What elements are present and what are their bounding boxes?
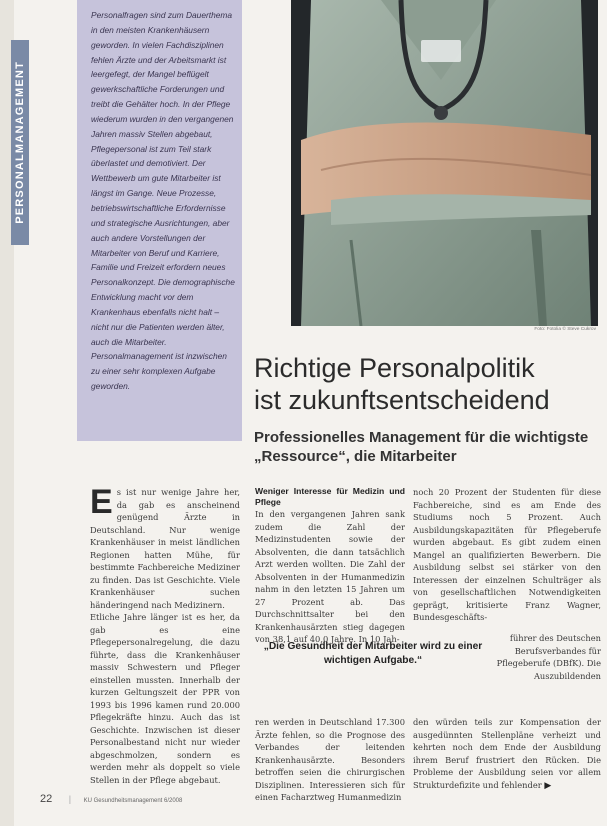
drop-cap: E — [90, 483, 113, 521]
article-photo — [291, 0, 598, 326]
footer-separator: | — [68, 794, 72, 804]
column-1-paragraph-2: Etliche Jahre länger ist es her, da gab es eine Pflegepersonalregelung, die dazu führte, dass die Krankenhäuser massiv Schwestern und Pfleger einstellen mussten. Innerhalb der kurzen Geltungszeit der PPR von 1993 bis 1996 kamen rund 20.000 Pflegekräfte hinzu. Auch das ist Geschichte. Inzwischen ist dieser Personalbestand nicht nur wieder abgeschmolzen, sondern es werden mehr als doppelt so viele Stellen in der Pflege abgebaut. — [90, 612, 240, 785]
column-2-continued: ren werden in Deutschland 17.300 Ärzte fehlen, so die Prognose des Verbandes der leitenden Krankenhausärzte. Besonders betroffen seien die chirurgischen Disziplinen. Interessieren sich für einen Facharztweg Humanmedizin — [255, 717, 405, 802]
article-subhead: Professionelles Management für die wichtigste „Ressource“, die Mitarbeiter — [254, 429, 589, 465]
body-column-3 — [413, 486, 601, 624]
body-column-1 — [90, 483, 240, 786]
column-2-heading: Weniger Interesse für Medizin und Pflege — [255, 486, 405, 507]
publication-name: KU Gesundheitsmanagement 6/2008 — [83, 798, 183, 804]
section-label: PERSONALMANAGEMENT — [14, 61, 26, 224]
column-1-text: s ist nur wenige Jahre her, da gab es anscheinend genügend Ärzte in Deutschland. Nur wenige Krankenhäuser in meist ländlichen Regionen hatten Mühe, für bestimmte Fachbereiche Mediziner zu finden. Das ist Geschichte. Viele Krankenhäuser suchen händeringend nach Medizinern. — [90, 487, 240, 610]
column-3-bottom-text: den würden teils zur Kompensation der ausgedünnten Stellenpläne verheizt und kehrten noch dem Ende der Ausbildung ihrem Beruf frustriert den Rücken. Die Probleme der Ausbildung seien vor allem Strukturdefizite und fehlender — [413, 717, 601, 790]
headline-line-2: ist zukunftsentscheidend — [254, 385, 550, 415]
intro-sidebar-text: Personalfragen sind zum Dauerthema in den meisten Krankenhäusern geworden. In vielen Fachdisziplinen fehlen Ärzte und der Arbeitsmarkt ist leergefegt, der Mangel beflügelt gewerkschaftliche Forderungen und treibt die Gehälter hoch. In der Pflege wiederum wurden in den vergangenen Jahren massiv Stellen abgebaut, Pflegepersonal ist zum Teil stark überlastet und demotiviert. Der Wettbewerb um gute Mitarbeiter ist längst im Gange. Neue Prozesse, betriebswirtschaftliche Erfordernisse und strategische Ausrichtungen, aber auch andere Vorstellungen der Mitarbeiter von Beruf und Karriere, Familie und Freizeit erfordern neues Personalkonzept. Die demographische Entwicklung macht vor dem Krankenhaus ebenfalls nicht halt – nicht nur die Patienten werden älter, auch die Mitarbeiter. Personalmanagement ist inzwischen zu einer sehr komplexen Aufgabe geworden. — [91, 10, 235, 392]
column-3-narrow: führer des Deutschen Berufsverbandes für Pflegeberufe (DBfK). Die Auszubildenden — [496, 633, 601, 681]
column-1-paragraph-1 — [90, 483, 240, 611]
column-3-text: noch 20 Prozent der Studenten für diese Fachbereiche, sind es am Ende des Studiums noch 5 Prozent. Auch Ausbildungskapazitäten für Pflegeberufe wurden abgebaut. Es gibt zudem einen Mangel an qualifizierten Bewerbern. Die Ausbildung selbst sei stärker von den Interessen der einzelnen Schulträger als von gesellschaftlichen Notwendigkeiten geprägt, kritisierte Franz Wagner, Bundesgeschäfts- — [413, 487, 601, 622]
pull-quote: „Die Gesundheit der Mitarbeiter wird zu einer wichtigen Aufgabe.“ — [263, 641, 483, 666]
continue-arrow-icon: ▶ — [544, 780, 552, 791]
page-footer — [40, 793, 440, 805]
page-number: 22 — [40, 793, 53, 805]
column-3-continued — [413, 716, 601, 792]
article-headline — [254, 352, 604, 416]
photo-credit: Foto: Fotolia © Steve Cukrov — [534, 327, 596, 332]
section-tab — [11, 40, 29, 245]
body-column-2 — [255, 486, 405, 646]
doctor-photo-illustration — [291, 0, 598, 326]
headline-line-1: Richtige Personalpolitik — [254, 353, 535, 383]
column-2-text: In den vergangenen Jahren sank zudem die Zahl der Medizinstudenten sowie der Absolventen, die dann tatsächlich Arzt werden wollten. Die Zahl der Absolventen in der Humanmedizin nahm in den letzten 15 Jahren um 27 Prozent ab. Das Durchschnittsalter bei den Krankenhausärzten stieg dagegen von 38,1 auf 40,0 Jahre. In 10 Jah- — [255, 509, 405, 644]
